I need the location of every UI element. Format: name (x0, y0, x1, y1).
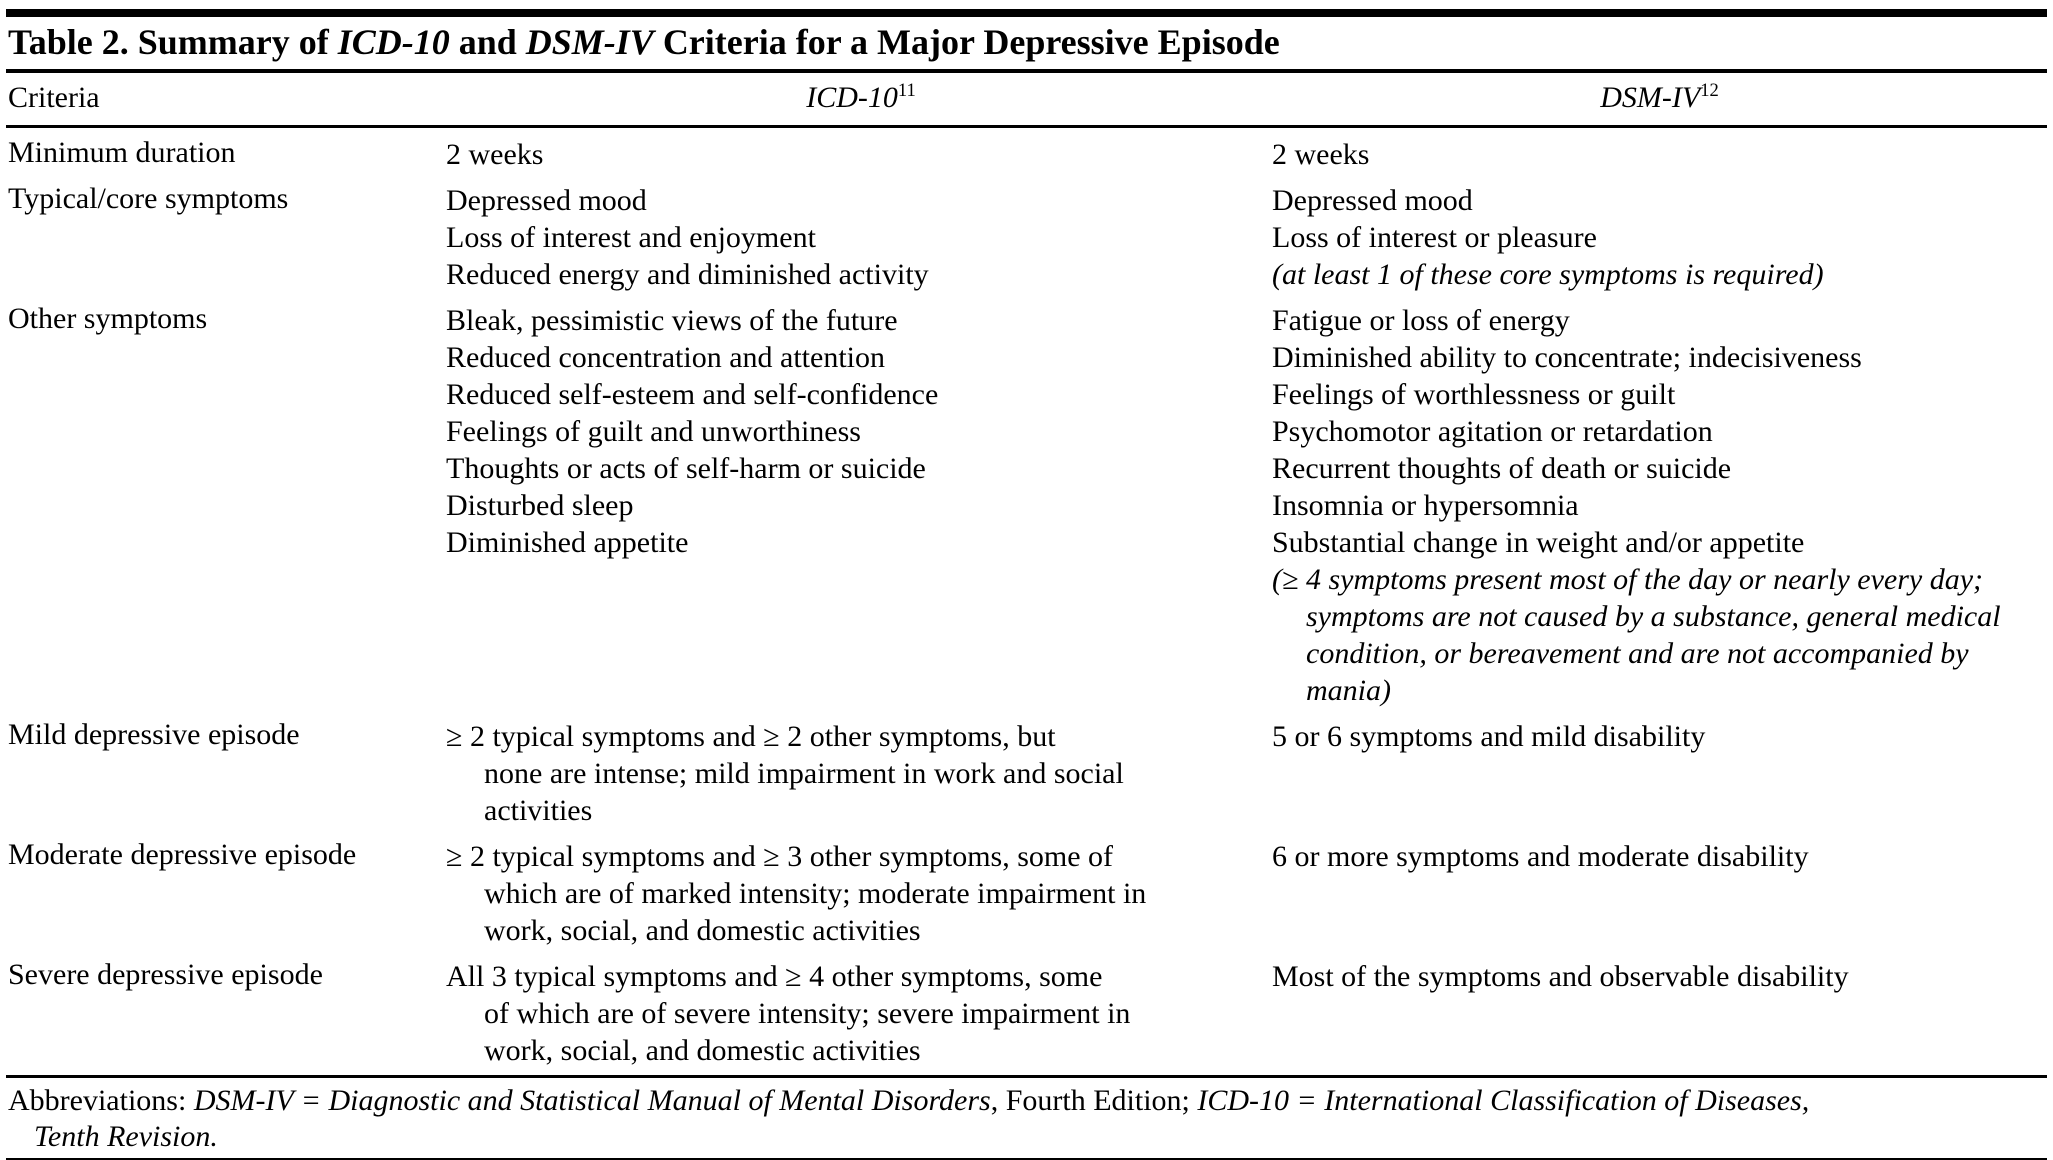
icd-cell-line: which are of marked intensity; moderate impairment in (484, 877, 1147, 911)
dsmiv-reference-superscript: 12 (1700, 80, 1719, 102)
dsm-cell-line: Depressed mood (1272, 184, 1473, 218)
icd-cell-line: Thoughts or acts of self-harm or suicide (446, 452, 926, 486)
footnote-revision: Tenth Revision. (34, 1120, 218, 1154)
col-header-dsmiv (1274, 80, 2045, 116)
row-label: Moderate depressive episode (8, 838, 357, 872)
dsm-cell (1272, 958, 2047, 995)
dsm-cell-line: Recurrent thoughts of death or suicide (1272, 452, 1732, 486)
table-row-moderate-depressive-episode (6, 838, 2047, 949)
dsm-cell-line: Insomnia or hypersomnia (1272, 489, 1579, 523)
footnote-prefix: Abbreviations: (8, 1084, 194, 1118)
col-header-criteria: Criteria (8, 81, 100, 115)
icd-cell (446, 958, 1272, 1069)
icd-cell-line: Loss of interest and enjoyment (446, 221, 816, 255)
table-row-severe-depressive-episode (6, 958, 2047, 1069)
icd10-header-label: ICD-10 (806, 81, 898, 115)
dsm-cell-line: Feelings of worthlessness or guilt (1272, 378, 1676, 412)
dsm-cell-line: Fatigue or loss of energy (1272, 304, 1570, 338)
row-label: Severe depressive episode (8, 958, 323, 992)
icd-cell-line: Feelings of guilt and unworthiness (446, 415, 861, 449)
icd-cell-line: none are intense; mild impairment in work and social (484, 757, 1124, 791)
dsm-cell (1272, 136, 2047, 173)
dsmiv-header-label: DSM-IV (1600, 81, 1701, 115)
icd-cell (446, 838, 1272, 949)
row-label: Other symptoms (8, 302, 208, 336)
table-body (6, 128, 2047, 1075)
table-row-minimum-duration (6, 136, 2047, 173)
dsm-cell-line: 6 or more symptoms and moderate disability (1272, 840, 1809, 874)
icd-cell-line: ≥ 2 typical symptoms and ≥ 3 other symptoms, some of (446, 840, 1114, 874)
dsm-cell-note-line: symptoms are not caused by a substance, general medical (1306, 600, 2001, 634)
dsm-cell (1272, 182, 2047, 293)
abbreviations-footnote (6, 1078, 2047, 1158)
footnote-line (8, 1119, 2045, 1155)
dsm-cell (1272, 718, 2047, 755)
table-header-row (6, 73, 2047, 125)
icd-cell (446, 136, 1272, 173)
icd-cell-line: Reduced concentration and attention (446, 341, 885, 375)
footnote-icd-expansion: ICD-10 = International Classification of Diseases, (1197, 1084, 1810, 1118)
title-icd10: ICD-10 (337, 22, 450, 62)
row-label: Mild depressive episode (8, 718, 300, 752)
icd-cell (446, 182, 1272, 293)
dsm-cell-line: Substantial change in weight and/or appetite (1272, 526, 1805, 560)
table-row-other-symptoms (6, 302, 2047, 709)
dsm-cell-note-line: mania) (1306, 674, 1391, 708)
table-title (6, 17, 2047, 69)
dsm-cell-line: 2 weeks (1272, 138, 1370, 172)
title-text: Table 2. Summary of (8, 22, 338, 62)
top-rule (6, 9, 2047, 17)
row-label: Typical/core symptoms (8, 182, 289, 216)
dsm-cell (1272, 302, 2047, 709)
row-label: Minimum duration (8, 136, 236, 170)
icd-cell-line: Bleak, pessimistic views of the future (446, 304, 898, 338)
icd-cell-line: Reduced self-esteem and self-confidence (446, 378, 939, 412)
footnote-line (8, 1083, 2045, 1119)
dsm-cell (1272, 838, 2047, 875)
icd-cell-line: Depressed mood (446, 184, 647, 218)
dsm-cell-note-line: (at least 1 of these core symptoms is required) (1272, 258, 1824, 292)
icd-cell-line: 2 weeks (446, 138, 544, 172)
dsm-cell-note-line: (≥ 4 symptoms present most of the day or nearly every day; (1272, 563, 1984, 597)
icd-cell-line: work, social, and domestic activities (484, 1034, 921, 1068)
icd-cell-line: All 3 typical symptoms and ≥ 4 other symptoms, some (446, 960, 1103, 994)
icd-cell-line: of which are of severe intensity; severe impairment in (484, 997, 1131, 1031)
dsm-cell-line: Loss of interest or pleasure (1272, 221, 1597, 255)
icd-cell-line: Disturbed sleep (446, 489, 634, 523)
table-row-mild-depressive-episode (6, 718, 2047, 829)
dsm-cell-line: Most of the symptoms and observable disability (1272, 960, 1849, 994)
icd10-reference-superscript: 11 (897, 80, 916, 102)
table-row-typical-core-symptoms (6, 182, 2047, 293)
dsm-cell-note-line: condition, or bereavement and are not accompanied by (1306, 637, 1969, 671)
icd-cell-line: activities (484, 794, 593, 828)
title-suffix: Criteria for a Major Depressive Episode (653, 22, 1280, 62)
icd-cell (446, 302, 1272, 561)
col-header-icd10 (448, 80, 1274, 116)
title-dsmiv: DSM-IV (525, 22, 654, 62)
dsm-cell-line: Psychomotor agitation or retardation (1272, 415, 1713, 449)
icd-cell-line: ≥ 2 typical symptoms and ≥ 2 other symptoms, but (446, 720, 1056, 754)
icd-cell-line: Reduced energy and diminished activity (446, 258, 929, 292)
title-conjunction: and (449, 22, 526, 62)
footnote-edition: , Fourth Edition; (990, 1084, 1198, 1118)
icd-cell (446, 718, 1272, 829)
dsm-cell-line: Diminished ability to concentrate; indecisiveness (1272, 341, 1862, 375)
icd-cell-line: Diminished appetite (446, 526, 689, 560)
dsm-cell-line: 5 or 6 symptoms and mild disability (1272, 720, 1706, 754)
footnote-dsm-expansion: DSM-IV = Diagnostic and Statistical Manual of Mental Disorders (193, 1084, 991, 1118)
icd-cell-line: work, social, and domestic activities (484, 914, 921, 948)
